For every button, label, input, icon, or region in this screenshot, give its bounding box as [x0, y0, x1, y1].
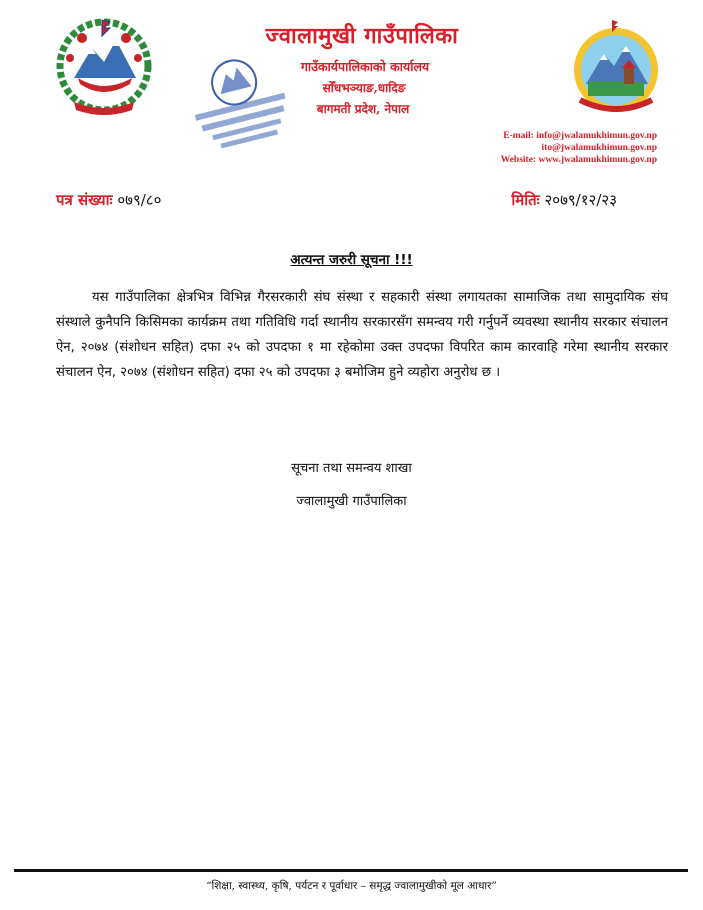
- footer-slogan: “शिक्षा, स्वास्थ्य, कृषि, पर्यटन र पूर्वाधार – समृद्ध ज्वालामुखीको मूल आधार”: [206, 880, 497, 892]
- signature-office: ज्वालामुखी गाउँपालिका: [296, 494, 407, 509]
- email-primary[interactable]: E-mail: info@jwalamukhimun.gov.np: [503, 131, 657, 141]
- letter-number-value: ०७९/८०: [117, 191, 162, 209]
- letter-date-value: २०७९/१२/२३: [544, 191, 617, 209]
- notice-body: यस गाउँपालिका क्षेत्रभित्र विभिन्न गैरसरकारी संघ संस्था र सहकारी संस्था लगायतका सामाजिक तथा सामुदायिक संघ संस्थाले कुनैपनि किसिमका कार्यक्रम तथा गतिविधि गर्दा स्थानीय सरकारसँग समन्वय गरी गर्नुपर्ने व्यवस्था स्थानीय सरकार संचालन ऐन, २०७४ (संशोधन सहित) दफा २५ को उपदफा १ मा रहेकोमा उक्त उपदफा विपरित काम कारवाहि गरेमा स्थानीय सरकार संचालन ऐन, २०७४ (संशोधन सहित) दफा २५ को उपदफा ३ बमोजिम हुने व्यहोरा अनुरोध छ ।: [56, 290, 668, 380]
- letter-date-label: मितिः: [511, 191, 540, 209]
- province-name: बागमती प्रदेश, नेपाल: [316, 102, 410, 116]
- footer-divider: [14, 869, 688, 872]
- municipality-title: ज्वालामुखी गाउँपालिका: [265, 23, 459, 49]
- signature-section: सूचना तथा समन्वय शाखा: [291, 461, 412, 476]
- municipality-logo-icon: [568, 18, 664, 118]
- letter-number: [56, 190, 161, 210]
- letter-date: [511, 190, 617, 210]
- office-name: गाउँकार्यपालिकाको कार्यालय: [300, 59, 430, 74]
- email-secondary[interactable]: ito@jwalamukhimun.gov.np: [541, 143, 657, 153]
- letter-number-label: पत्र संख्याः: [56, 191, 113, 209]
- notice-heading-text: अत्यन्त जरुरी सूचना !!!: [290, 252, 413, 268]
- office-location: सोँधभञ्याङ,धादिङ: [322, 81, 406, 95]
- nepal-emblem-icon: [52, 18, 156, 118]
- website-link[interactable]: Website: www.jwalamukhimun.gov.np: [500, 155, 657, 165]
- office-stamp-icon: [182, 42, 294, 154]
- notice-heading: [0, 250, 703, 268]
